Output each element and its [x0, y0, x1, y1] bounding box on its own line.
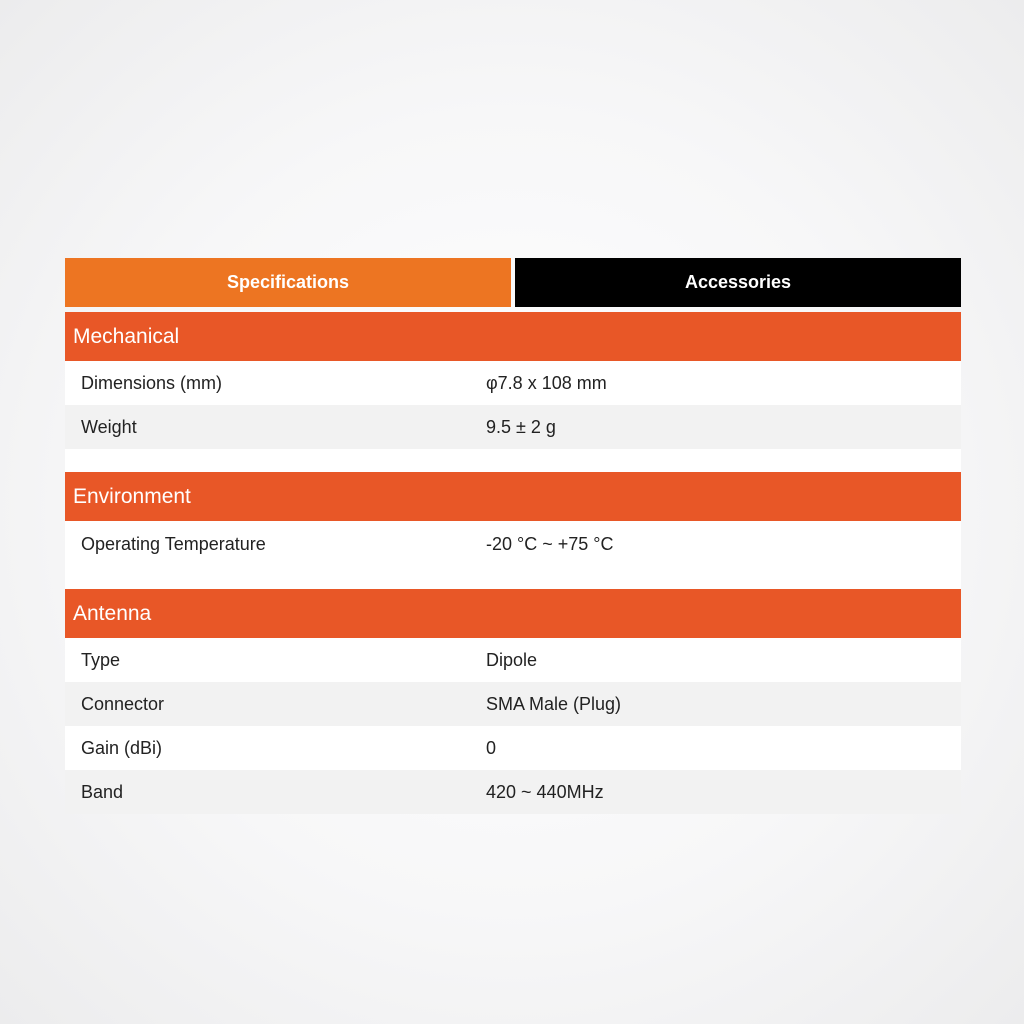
row-value: 0	[486, 737, 497, 758]
section-header-mechanical: Mechanical	[65, 312, 961, 361]
row-label: Weight	[81, 416, 137, 437]
section-header-antenna: Antenna	[65, 589, 961, 638]
row-label: Type	[81, 649, 121, 670]
row-label: Connector	[81, 693, 165, 714]
row-label: Band	[81, 781, 124, 802]
row-value: φ7.8 x 108 mm	[486, 372, 607, 393]
row-value: 9.5 ± 2 g	[486, 416, 556, 437]
row-value: SMA Male (Plug)	[486, 693, 622, 714]
row-label: Dimensions (mm)	[81, 372, 223, 393]
row-value: 420 ~ 440MHz	[486, 781, 604, 802]
table-row	[65, 405, 961, 449]
row-value: -20 °C ~ +75 °C	[486, 533, 614, 554]
table-row	[65, 726, 961, 770]
tab-accessories[interactable]: Accessories	[515, 258, 961, 307]
tab-bar	[65, 258, 961, 307]
tab-specifications[interactable]: Specifications	[65, 258, 511, 307]
row-label: Operating Temperature	[81, 533, 266, 554]
row-label: Gain (dBi)	[81, 737, 163, 758]
row-value: Dipole	[486, 649, 538, 670]
spec-card	[65, 258, 961, 814]
section-header-environment: Environment	[65, 472, 961, 521]
table-row	[65, 770, 961, 814]
table-row	[65, 521, 961, 567]
table-row	[65, 682, 961, 726]
table-row	[65, 638, 961, 682]
table-row	[65, 361, 961, 405]
